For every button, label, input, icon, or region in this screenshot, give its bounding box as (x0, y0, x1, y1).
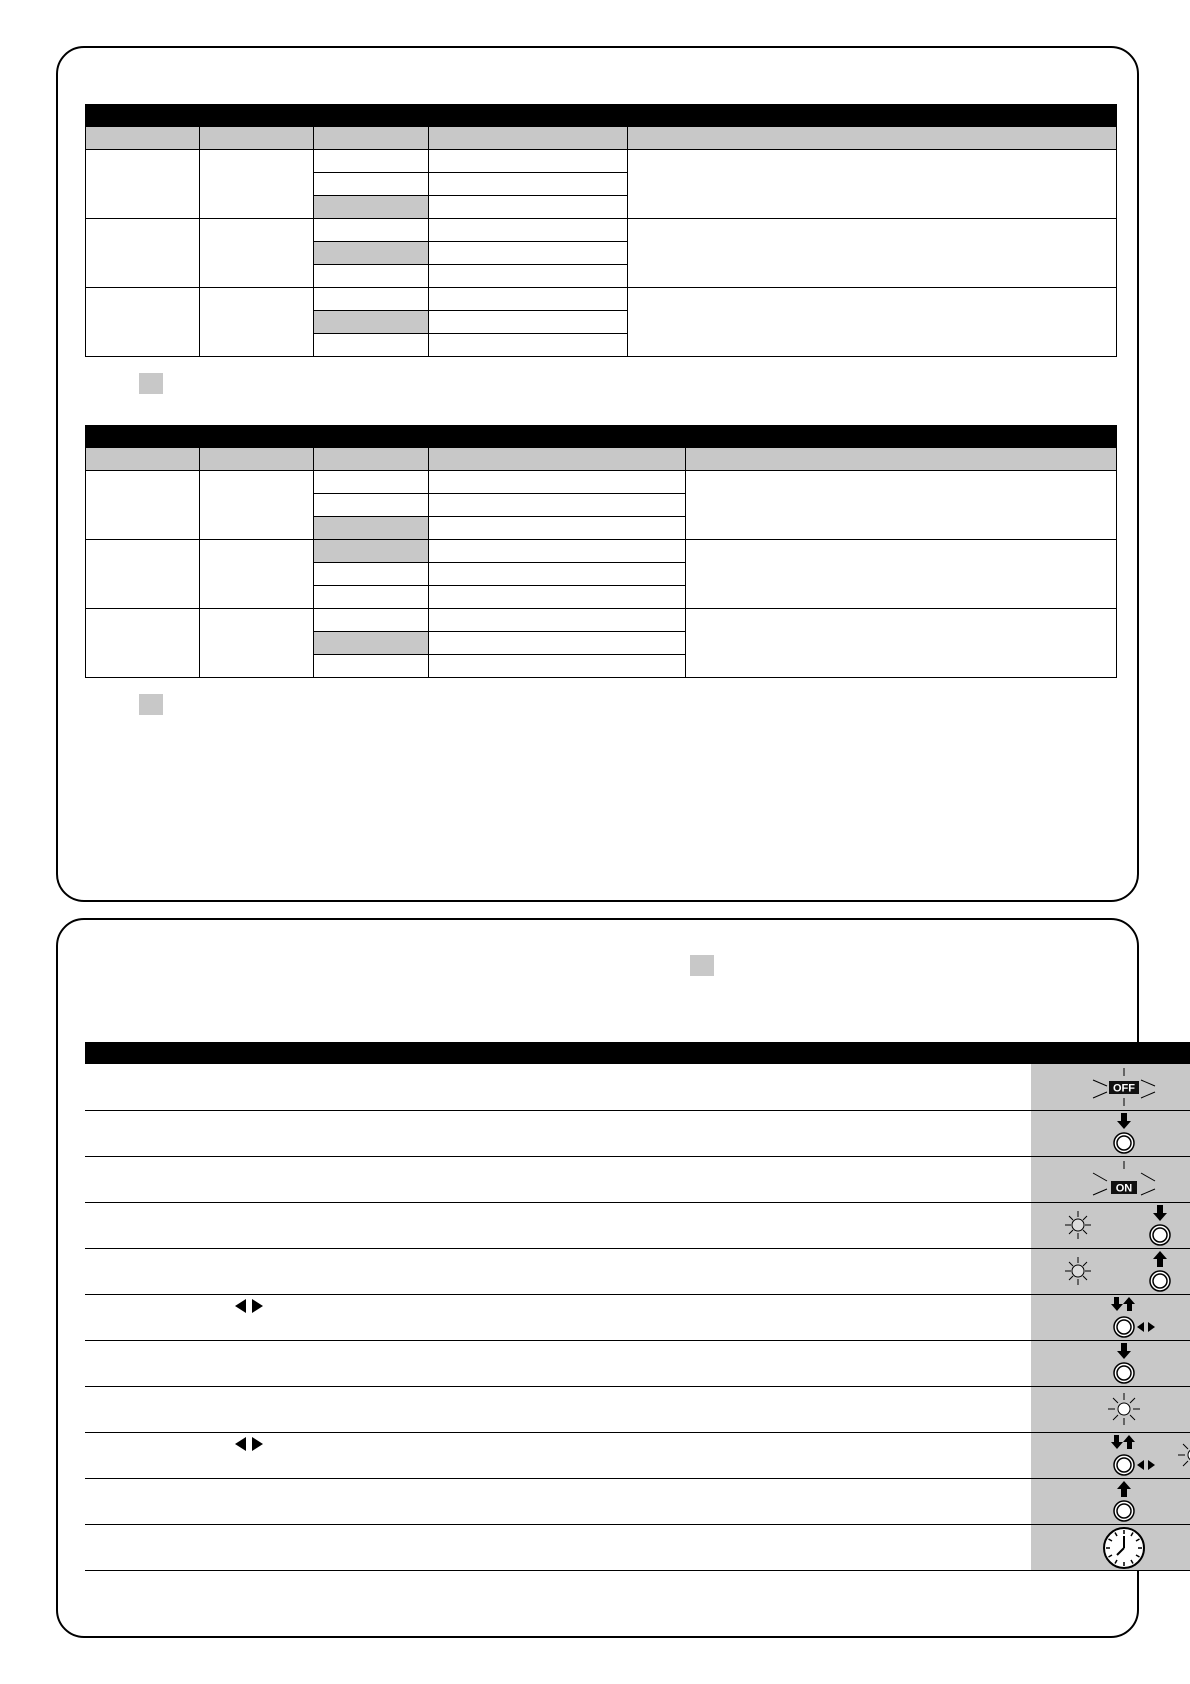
table-1-option-cell (314, 150, 429, 173)
table-1-value-cell (429, 288, 628, 311)
table-2-value-cell (429, 471, 686, 494)
step-11-icon-cell (1031, 1524, 1190, 1570)
table-row (86, 540, 1117, 563)
table-1-value-cell (429, 196, 628, 219)
settings-table-1 (85, 104, 1117, 357)
table-2-default-option-cell (314, 540, 429, 563)
step-10-icon-cell (1031, 1478, 1190, 1524)
table-1-header-col-1 (86, 127, 200, 150)
step-3-text-cell (85, 1156, 1031, 1202)
step-8-icon-cell (1031, 1386, 1190, 1432)
table-1-group-3-cell-a (86, 288, 200, 357)
table-1-option-cell (314, 265, 429, 288)
table-1-header-col-3 (314, 127, 429, 150)
press-button-icon (1031, 1341, 1190, 1387)
procedure-step-4 (85, 1202, 1190, 1248)
step-9-icon-cell (1031, 1432, 1190, 1478)
settings-table-2 (85, 425, 1117, 678)
table-2-value-cell (429, 586, 686, 609)
table-row (86, 609, 1117, 632)
display-on-blinking-icon (1031, 1157, 1190, 1203)
led-blink-release-button-icon (1031, 1249, 1190, 1295)
step-4-text-cell (85, 1202, 1031, 1248)
table-2-group-1-cell-b (200, 471, 314, 540)
table-1-option-cell (314, 288, 429, 311)
table-1-header-col-4 (429, 127, 628, 150)
table-2-value-cell (429, 563, 686, 586)
table-2-value-cell (429, 609, 686, 632)
table-1-group-1-description (628, 150, 1117, 219)
left-right-arrows-icon (233, 1435, 265, 1453)
step-6-text-cell (85, 1294, 1031, 1340)
press-button-icon (1031, 1111, 1190, 1157)
table-2-option-cell (314, 494, 429, 517)
table-2-header-col-2 (200, 448, 314, 471)
display-off-label: OFF (1113, 1082, 1135, 1095)
procedure-title-cell (85, 1042, 1190, 1064)
step-8-text-cell (85, 1386, 1031, 1432)
table-2-option-cell (314, 609, 429, 632)
default-legend-swatch-2 (139, 694, 163, 715)
table-1-column-headers (86, 127, 1117, 150)
table-2-group-2-cell-b (200, 540, 314, 609)
procedure-title-bar (85, 1042, 1190, 1064)
step-6-icon-cell (1031, 1294, 1190, 1340)
table-2-group-1-cell-a (86, 471, 200, 540)
table-2-header-col-5 (686, 448, 1117, 471)
procedure-step-5 (85, 1248, 1190, 1294)
table-1-default-option-cell (314, 196, 429, 219)
step-4-icon-cell (1031, 1202, 1190, 1248)
table-2-group-3-cell-a (86, 609, 200, 678)
table-1-value-cell (429, 150, 628, 173)
step-11-text-cell (85, 1524, 1031, 1570)
table-1-group-2-description (628, 219, 1117, 288)
step-2-icon-cell (1031, 1110, 1190, 1156)
table-1-header-col-2 (200, 127, 314, 150)
procedure-step-6 (85, 1294, 1190, 1340)
display-off-blinking-icon (1031, 1064, 1190, 1110)
led-blink-press-button-icon (1031, 1203, 1190, 1249)
release-button-icon (1031, 1479, 1190, 1525)
step-10-text-cell (85, 1478, 1031, 1524)
table-2-option-cell (314, 655, 429, 678)
table-1-title-cell (86, 105, 1117, 127)
table-2-value-cell (429, 517, 686, 540)
table-1-default-option-cell (314, 242, 429, 265)
procedure-step-10 (85, 1478, 1190, 1524)
table-2-option-cell (314, 471, 429, 494)
table-1-group-2-cell-a (86, 219, 200, 288)
procedure-step-7 (85, 1340, 1190, 1386)
table-2-group-2-description (686, 540, 1117, 609)
step-9-text-cell (85, 1432, 1031, 1478)
step-5-text-cell (85, 1248, 1031, 1294)
table-1-title-bar (86, 105, 1117, 127)
table-1-group-1-cell-b (200, 150, 314, 219)
table-1-value-cell (429, 219, 628, 242)
left-right-arrows-icon (233, 1297, 265, 1315)
procedure-step-1 (85, 1064, 1190, 1110)
table-2-value-cell (429, 494, 686, 517)
press-release-select-icon (1031, 1295, 1190, 1341)
step-2-text-cell (85, 1110, 1031, 1156)
table-1-group-3-cell-b (200, 288, 314, 357)
table-1-option-cell (314, 173, 429, 196)
table-2-title-cell (86, 426, 1117, 448)
table-2-header-col-1 (86, 448, 200, 471)
table-1-value-cell (429, 173, 628, 196)
step-7-text-cell (85, 1340, 1031, 1386)
table-2-default-option-cell (314, 517, 429, 540)
table-2-group-3-cell-b (200, 609, 314, 678)
table-row (86, 471, 1117, 494)
table-2-title-bar (86, 426, 1117, 448)
table-2-option-cell (314, 586, 429, 609)
table-2-group-2-cell-a (86, 540, 200, 609)
default-legend-swatch-3 (690, 955, 714, 976)
table-1-default-option-cell (314, 311, 429, 334)
display-on-label: ON (1115, 1182, 1133, 1194)
led-blinking-icon (1031, 1387, 1190, 1433)
procedure-step-3 (85, 1156, 1190, 1202)
table-1-option-cell (314, 219, 429, 242)
table-2-header-col-4 (429, 448, 686, 471)
table-1-group-1-cell-a (86, 150, 200, 219)
table-1-value-cell (429, 242, 628, 265)
procedure-step-8 (85, 1386, 1190, 1432)
table-row (86, 288, 1117, 311)
table-1-header-col-5 (628, 127, 1117, 150)
table-2-group-1-description (686, 471, 1117, 540)
table-1-value-cell (429, 311, 628, 334)
table-1-option-cell (314, 334, 429, 357)
step-3-icon-cell (1031, 1156, 1190, 1202)
table-row (86, 150, 1117, 173)
procedure-step-2 (85, 1110, 1190, 1156)
table-1-group-2-cell-b (200, 219, 314, 288)
step-1-text-cell (85, 1064, 1031, 1110)
default-legend-swatch-1 (139, 373, 163, 394)
step-1-icon-cell (1031, 1064, 1190, 1110)
step-7-icon-cell (1031, 1340, 1190, 1386)
table-2-value-cell (429, 632, 686, 655)
clock-icon (1031, 1525, 1190, 1571)
table-2-group-3-description (686, 609, 1117, 678)
table-2-header-col-3 (314, 448, 429, 471)
press-release-select-led-icon (1031, 1433, 1190, 1479)
table-2-value-cell (429, 655, 686, 678)
table-1-value-cell (429, 334, 628, 357)
table-2-value-cell (429, 540, 686, 563)
procedure-step-9 (85, 1432, 1190, 1478)
table-2-default-option-cell (314, 632, 429, 655)
step-5-icon-cell (1031, 1248, 1190, 1294)
table-1-group-3-description (628, 288, 1117, 357)
procedure-steps-table (85, 1042, 1190, 1571)
table-1-value-cell (429, 265, 628, 288)
table-row (86, 219, 1117, 242)
table-2-option-cell (314, 563, 429, 586)
procedure-step-11 (85, 1524, 1190, 1570)
table-2-column-headers (86, 448, 1117, 471)
